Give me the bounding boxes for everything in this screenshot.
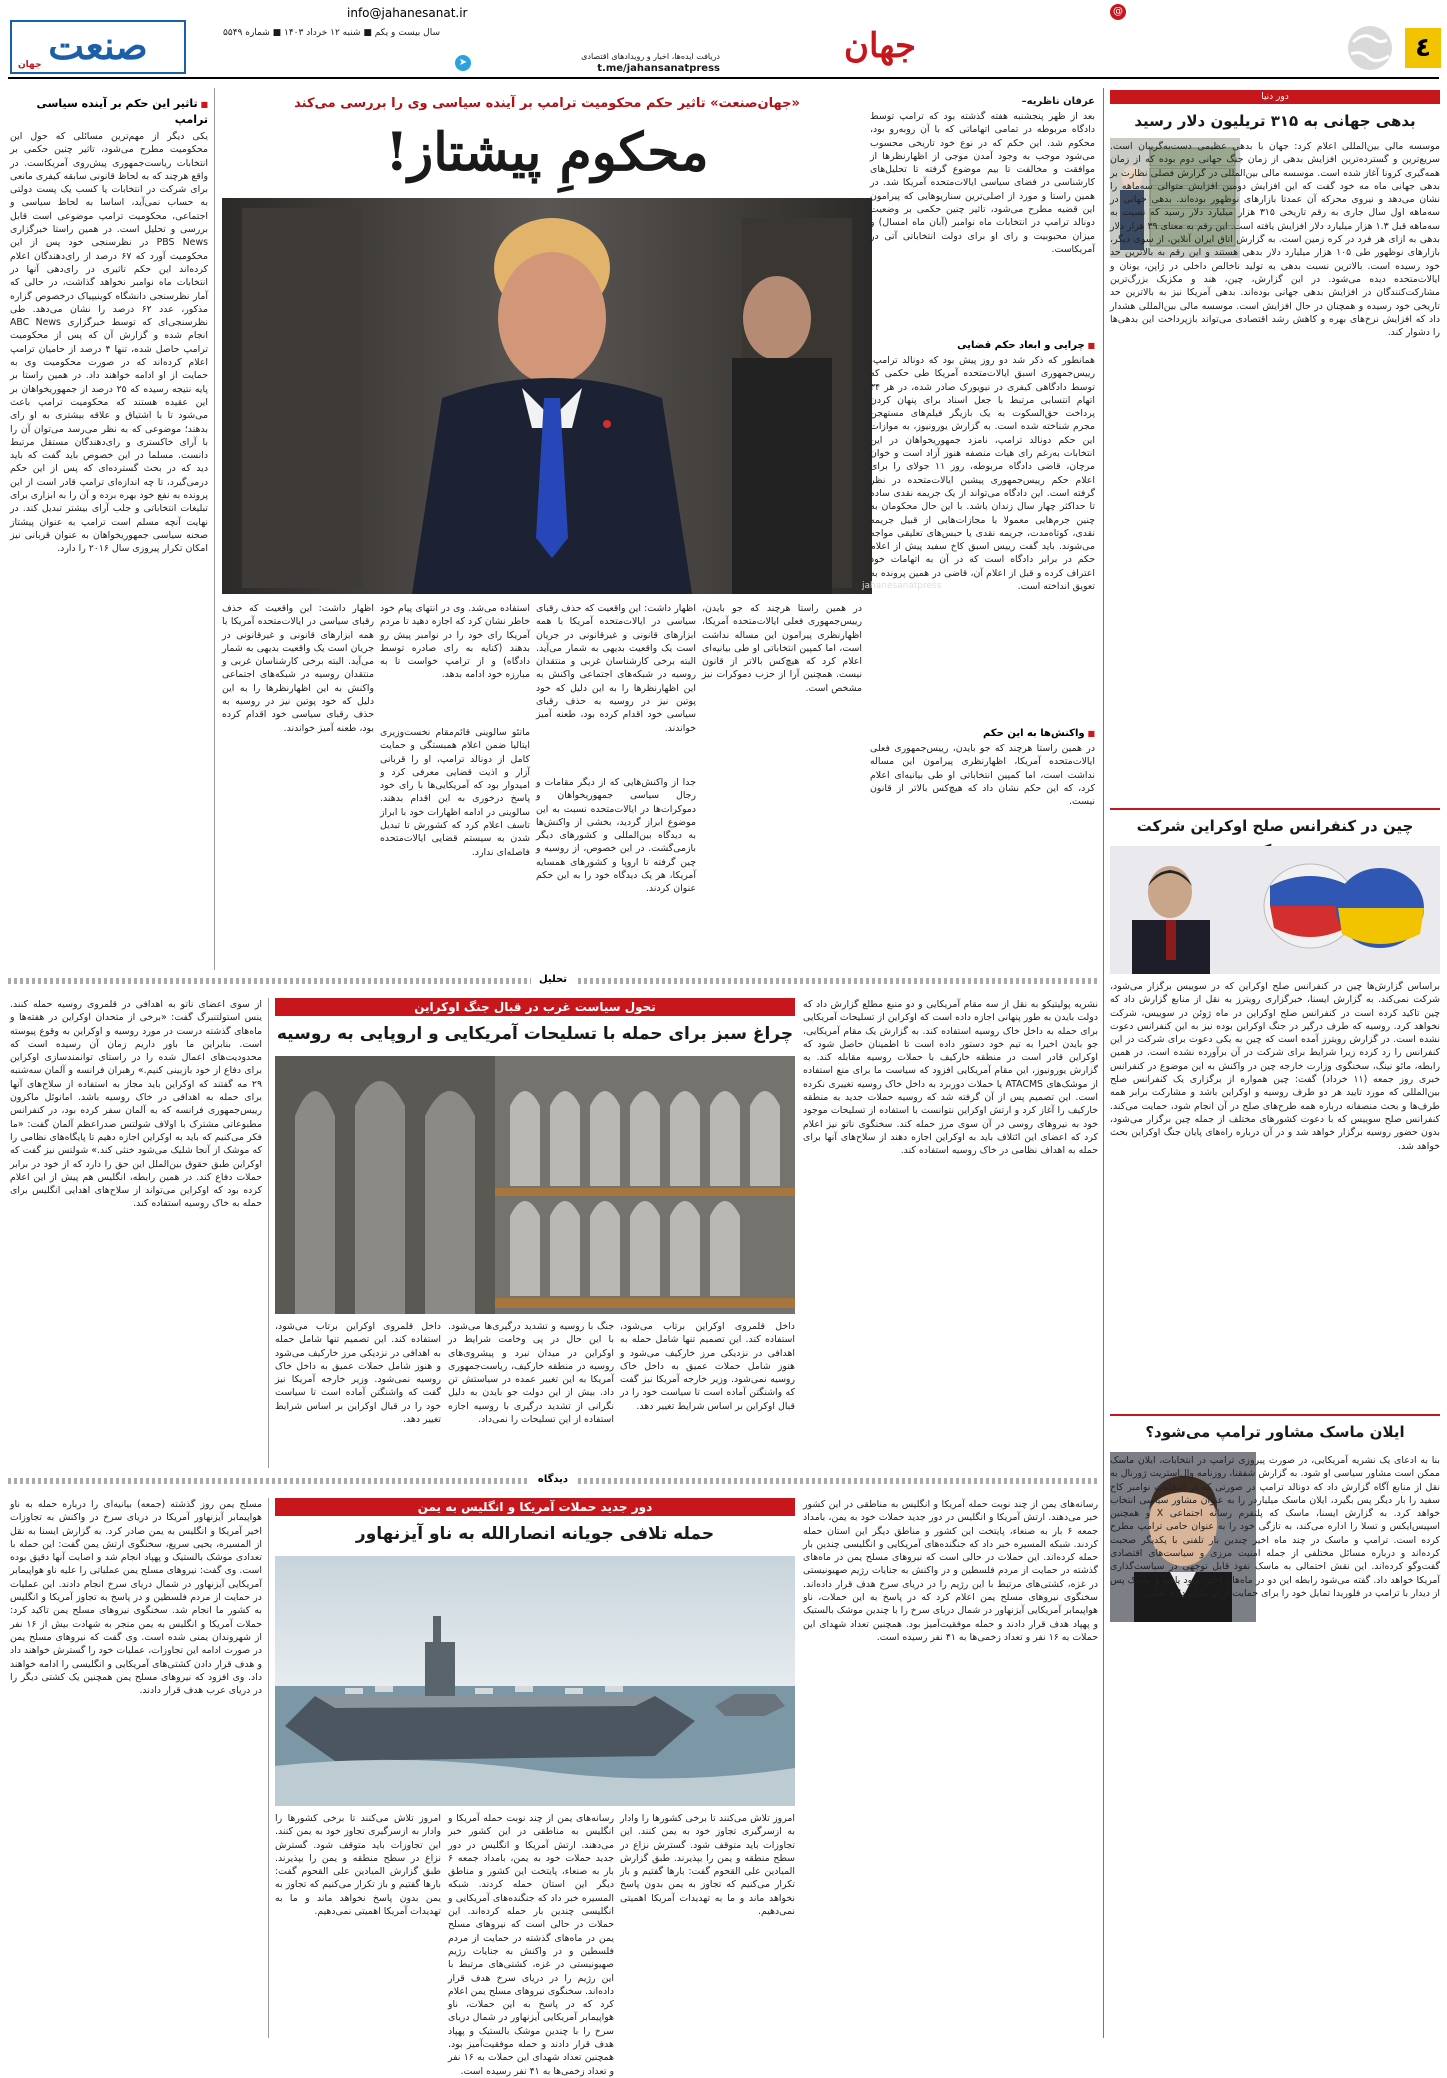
- china-article: براساس گزارش‌ها چین در کنفرانس صلح اوکراین که در سوییس برگزار می‌شود، شرکت نمی‌کند. به گزارش ایسنا، خبرگزاری رویترز به نقل از منابع گزارش داد که چین تاکید کرده است در کنفرانس صلح اوکراین در ماه ژوئن در سوییس، شرکت نخواهد کرد. روسیه که طرف درگیر در جنگ اوکراین بوده نیز به این کنفرانس دعوت نشده است. در گزارش رویترز آمده است که چین به یکی دعوت برای شرکت در این کنفرانس را رد کرده زیرا شرایط برای شرکت در آن برآورده نشده است. در همین رابطه، مائو نینگ، سخنگوی وزارت خارجه چین در واکنش به این موضوع در کنفرانس خبری روز جمعه (۱۱ خرداد) گفت: چین همواره از برگزاری یک کنفرانس صلح بین‌المللی که مورد تایید هر دو طرف روسیه و اوکراین باشد و مشارکت برابر همه طرف‌ها و بحث منصفانه درباره همه طرح‌های صلح در آن انجام شود، حمایت می‌کند. کنفرانس صلح سوییس که با دعوت کشورهای مختلف از جمله چین برگزار می‌شود، بدون حضور روسیه برگزار خواهد شد و در آن درباره راه‌های پایان جنگ اوکراین بحث خواهد شد.: [1110, 981, 1440, 1152]
- main-col-2b: جدا از واکنش‌هایی که از دیگر مقامات و رجال سیاسی جمهوریخواهان و دموکرات‌ها در ایالات‌متحده نسبت به این موضوع ابراز گردید، بخشی از واکنش‌ها به دیدگاه بین‌المللی و کشورهای دیگر بازمی‌گشت. در این خصوص، از روسیه و چین گرفته تا اروپا و کشورهای همسایه آمریکا، هر یک دیدگاه خود را به این حکم عنوان کردند.: [536, 777, 696, 895]
- ukraine-col-d: داخل قلمروی اوکراین برتاب می‌شود، استفاده کند. این تصمیم تنها شامل حمله به اهدافی در نزدیکی مرز خارکیف می‌شود و هنوز شامل حملات عمیق به داخل خاک روسیه نمی‌شود. وزیر خارجه آمریکا نیز گفت که واشنگتن آماده است تا سیاست خود را در قبال اوکراین بر اساس شرایط تغییر دهد.: [275, 1321, 441, 1426]
- telegram-link[interactable]: t.me/jahansanatpress: [597, 63, 720, 74]
- main-col-1: بعد از ظهر پنجشنبه هفته گذشته بود که ترامپ توسط دادگاه مربوطه در تمامی اتهاماتی که با آن روبه‌رو بود، محکوم شد. این حکم که در نوع خود تاریخی محسوب می‌شود موجب به وجود آمدن موجی از اظهارنظرها از موافقت و مخالفت تا بیم موضوع گرفته تا تحلیل‌های کارشناسی در فضای سیاسی ایالات‌متحده آمریکا شد. در همین راستا و مورد از اصلی‌ترین سناریوهایی که پیرامون این قضیه مطرح می‌شود، تاثیر چنین حکمی بر وضعیت دونالد ترامپ در انتخابات ماه نوامبر (آبان ماه امسال) و میزان محبوبیت و رای او برای دولت انتخاباتی آتی در آمریکاست.: [870, 111, 1095, 255]
- main-photo-trump: [222, 198, 942, 594]
- ukraine-photo-shells: [275, 1056, 795, 1314]
- main-kicker: «جهان‌صنعت» تاثیر حکم محکومیت ترامپ بر آینده سیاسی وی را بررسی می‌کند: [294, 96, 800, 111]
- main-headline: محکومِ پیشتاز!: [385, 122, 709, 183]
- analysis-label: تحلیل: [531, 974, 575, 985]
- side-section-tag: دور دنیا: [1110, 90, 1440, 104]
- yemen-col-d: امروز تلاش می‌کنند تا برخی کشورها را وادار به ازسرگیری تجاوز خود به یمن کنند. این تجاوزات باید متوقف شود. گسترش نزاع در سطح منطقه و یمن را بپذیرند. طبق گزارش المیادین علی القحوم گفت: بارها گفتیم و باز تکرار می‌کنیم که تجاوز به یمن بدون پاسخ نخواهد ماند و ما به تهدیدات آمریکا اهمیتی نمی‌دهیم.: [275, 1813, 441, 1918]
- ukraine-right-text: از سوی اعضای ناتو به اهدافی در قلمروی روسیه حمله کنند. ینس استولتنبرگ گفت: «برخی از متحدان اوکراین در هفته‌ها و ماه‌های گذشته درست در مورد روسیه و اوکراین به وقوع پیوسته است. بنابراین ما باور داریم زمان آن رسیده است که محدودیت‌های اعمال شده را در راستای توانمندسازی اوکراین برای دفاع از خود بازبینی کنیم.» رهبران فرانسه و آلمان سه‌شنبه ۲۹ مه گفتند که اوکراین باید مجاز به استفاده از سلاح‌های آنها برای حمله به اهدافی در خاک روسیه باشد. امانوئل ماکرون رییس‌جمهوری فرانسه که به آلمان سفر کرده بود، در کنفرانس مطبوعاتی مشترک با اولاف شولتس صدراعظم آلمان گفت: «ما فکر می‌کنیم که باید به اوکراین اجازه دهیم تا پایگاه‌های نظامی را که موشک از آنجا شلیک می‌شود خنثی کند.» شولتس نیز گفت که اوکراین طبق حقوق بین‌الملل این حق را دارد که از خود در برابر حملات دفاع کند. در همین رابطه، انگلیس هم پیش از این اعلام کرده بود که اوکراین می‌تواند از سلاح‌های اهدایی انگلیس برای حمله به خاک روسیه استفاده کند.: [10, 999, 262, 1210]
- ukraine-col-b: جنگ با روسیه و تشدید درگیری‌ها می‌شود. با این حال در پی وخامت شرایط در اوکراین در میدان نبرد و پیشروی‌های روسیه در منطقه خارکیف، ریاست‌جمهوری آمریکا به این تغییر عمده در سیاستش تن داد. بیش از این دولت جو بایدن به دلیل نگرانی از تشدید درگیری با روسیه اجازه استفاده از این تسلیحات را نمی‌داد.: [448, 1321, 614, 1426]
- viewpoint-label: دیدگاه: [530, 1474, 576, 1485]
- header-rule: [8, 77, 1439, 79]
- main-col-1c: در همین راستا هرچند که جو بایدن، رییس‌جمهوری فعلی ایالات‌متحده آمریکا، اظهارنظری پیرامون این مساله نداشت است، اما کمپین انتخاباتی او طی بیانیه‌ای اعلام کرد، که این حکم نشان داد که هیچ‌کس بالاتر از قانون نیست.: [870, 743, 1095, 808]
- globe-icon: [1343, 24, 1397, 72]
- logo-text: صنعت: [48, 23, 148, 68]
- musk-headline: ایلان ماسک مشاور ترامپ می‌شود؟: [1145, 1423, 1405, 1441]
- yemen-right-text: مسلح یمن روز گذشته (جمعه) بیانیه‌ای را درباره حمله به ناو هواپیمابر آیزنهاور آمریکا در دریای سرخ در واکنش به تجاوزات اخیر آمریکا و انگلیس به یمن صادر کرد. به گزارش ایسنا به نقل از المسیره، یحیی سریع، سخنگوی ارتش یمن گفت: این حمله با تعدادی موشک بالستیک و پهپاد انجام شد و اصابت آنها دقیق بوده است. وی گفت: نیروهای مسلح یمن عملیاتی را علیه ناو هواپیمابر آمریکایی آیزنهاور در شمال دریای سرخ انجام دادند. این عملیات در حمایت از مردم فلسطین و در پاسخ به تجاوز آمریکا و انگلیس به کشور ما انجام شد. سخنگوی نیروهای مسلح یمن تاکید کرد: حملات آمریکا و انگلیس به یمن منجر به شهادت بیش از ۱۶ نفر از شهروندان یمنی شده است. وی گفت که نیروهای مسلح یمن در صورت ادامه این تجاوزات، عملیات خود را گسترش خواهند داد و هدف قرار دادن کشتی‌های آمریکایی و انگلیسی را ادامه خواهند داد. وی افزود که نیروهای مسلح یمن همچنین یک کشتی دیگر را در دریای عرب هدف قرار دادند.: [10, 1499, 262, 1697]
- yemen-headline: حمله تلافی جویانه انصارالله به ناو آیزنهاور: [355, 1524, 715, 1544]
- ukraine-col-c: داخل قلمروی اوکراین برتاب می‌شود، استفاده کند. این تصمیم تنها شامل حمله به اهدافی در نزدیکی مرز خارکیف می‌شود و هنوز شامل حملات عمیق به داخل خاک روسیه نمی‌شود. وزیر خارجه آمریکا نیز گفت که واشنگتن آماده است تا سیاست خود را در قبال اوکراین بر اساس شرایط تغییر دهد.: [620, 1321, 795, 1412]
- china-photo: [1110, 846, 1440, 974]
- separator-analysis: [8, 974, 1098, 985]
- main-col-1b: همانطور که ذکر شد دو روز پیش بود که دونالد ترامپ، رییس‌جمهوری اسبق ایالات‌متحده آمریکا طی حکمی که توسط دادگاهی کیفری در نیویورک صادر شده، در هر ۳۴ اتهام انتسابی مرتبط با جعل اسناد برای پنهان کردن پرداخت حق‌السکوت به یک بازیگر فیلم‌های مستهجن مجرم شناخته شده است. به گزارش یورونیوز، به موازات این حکم دونالد ترامپ، نامزد جمهوریخواهان در این انتخابات به‌رغم رای هیات منصفه هنوز آزاد است و خوان مرچان، قاضی دادگاه مربوطه، روز ۱۱ جولای را برای اعلام حکم رییس‌جمهوری پیشین ایالات‌متحده در نظر گرفته است. این دادگاه می‌تواند از یک جریمه نقدی ساده تا حداکثر چهار سال زندان باشد. با این حال محکومان به چنین جرم‌هایی معمولا با مجازات‌هایی از قبیل جریمه نقدی، کوتاه‌مدت، جریمه نقدی یا حبس‌های تعلیقی مواجه می‌شوند. باید گفت رییس اسبق کاخ سفید پیش از اعلام حکم در برابر دادگاه است که در آن به اتهامات خود اعتراف کرده و قبل از اعلام آن، قاضی در همین پرونده به تعویق انداخته است.: [870, 355, 1095, 593]
- column-divider-ukraine: [268, 998, 269, 1468]
- main-right-col-title: ■ تاثیر این حکم بر آینده سیاسی ترامپ: [10, 96, 208, 127]
- main-col-4: در همین راستا هرچند که جو بایدن، رییس‌جمهوری فعلی ایالات‌متحده آمریکا، اظهارنظری پیرامون این مساله نداشت است، اما کمپین انتخاباتی او طی بیانیه‌ای اعلام کرد که هیچ‌کس بالاتر از قانون نیست. همچنین آرا از حزب دموکرات نیز مشخص است.: [702, 603, 862, 694]
- telegram-line1: دریافت ایده‌ها، اخبار و رویدادهای اقتصادی: [581, 52, 720, 61]
- main-col-2: اظهار داشت: این واقعیت که حذف رقبای سیاسی در ایالات‌متحده آمریکا با همه ابزارهای قانونی و غیرقانونی در جریان است یک واقعیت بدیهی به شمار می‌آید. البته برخی کارشناسان غربی و منتقدان روسیه در شبکه‌های اجتماعی واکنش به این اظهارنظرها را به این دلیل که خود پوتین نیز در روسیه به حذف رقبای سیاسی خود اقدام کرده بود، طعنه آمیز خواندند.: [536, 603, 696, 734]
- main-sub-2: ■ واکنش‌ها به این حکم: [870, 728, 1095, 739]
- main-byline: عرفان ناظریه–: [1021, 96, 1095, 107]
- page-number: ٤: [1405, 28, 1441, 68]
- column-divider: [1103, 88, 1104, 2038]
- section-title: جهان: [843, 26, 917, 66]
- ukraine-headline: چراغ سبز برای حمله با تسلیحات آمریکایی و اروپایی به روسیه: [276, 1024, 794, 1044]
- yemen-photo-carrier: [275, 1556, 795, 1806]
- main-sub-1: ■ چرایی و ابعاد حکم قضایی: [870, 340, 1095, 351]
- ukraine-col-a: نشریه پولیتیکو به نقل از سه مقام آمریکایی و دو منبع مطلع گزارش داد که دولت بایدن به طور پنهانی اجازه داده است که اوکراین از تسلیحات آمریکایی برای حمله به داخل خاک روسیه استفاده کند. به گزارش یک مقام آمریکایی، جو بایدن اخیرا به تیم خود دستور داده است تا اطمینان حاصل شود که اوکراین قادر است در منطقه خارکیف با حملات روسیه مقابله کند. به گزارش یورونیوز، این مقام آمریکایی افزود که سیاست ما برای منع استفاده از موشک‌های ATACMS یا حملات دوربرد به داخل خاک روسیه تغییری نکرده است. این تصمیم پس از آن گرفته شد که روسیه حملات جدید به منطقه خارکیف را آغاز کرد و ارتش اوکراین نتوانست با استفاده از تسلیحات موجود خود به نیروهای روسی در آن سوی مرز حمله کند. سخنگوی ناتو نیز اعلام کرد که اعضای این ائتلاف باید به اوکراین اجازه دهند از سلاح‌های آنها برای حمله به اهداف نظامی در خاک روسیه استفاده کند.: [803, 999, 1099, 1157]
- main-right-col: یکی دیگر از مهم‌ترین مسائلی که حول این محکومیت مطرح می‌شود، تاثیر چنین حکمی بر انتخابات ریاست‌جمهوری پیش‌روی آمریکاست. در واقع هرچند که به لحاظ قانونی سابقه کیفری مانعی برای شرکت در انتخابات یا کسب یک پست دولتی به حساب نمی‌آید، اساسا به لحاظ سیاسی و اجتماعی، محکومیت ترامپ موضوعی است قابل بررسی و تحلیل است. در همین راستا خبرگزاری PBS News در نظرسنجی خود پس از این محکومیت آورد که ۶۷ درصد از رای‌دهندگان اعلام کرده‌اند این حکم تاثیری در رای‌دهی آنها در انتخابات ماه نوامبر نخواهد گذاشت، در حالی که آمار نظرسنجی دانشگاه کوینیپیاک درخصوص گزاره مذکور، عدد ۶۲ درصد را نشان می‌دهد. طی نظرسنجی‌ای که توسط خبرگزاری ABC News انجام شده و گزارش آن که پس از محکومیت ترامپ حاصل شده، تنها ۴ درصد از حامیان ترامپ اعلام کرده‌اند که در صورت محکومیت وی به حمایت از او ادامه خواهند داد. در همین راستا بر پایه نتیجه رسیده که ۲۵ درصد از جمهوریخواهان بر این عقیده هستند که محکومیت ترامپ باعث می‌شود تا با اشتیاق و علاقه بیشتری به او رای بدهند؛ موضوعی که به نظر می‌رسد می‌توان آن را با آرای خاکستری و رای‌دهندگان مستقل مرتبط دانست. مسلما در این خصوص باید گفت که باید دید که در بحث گسترده‌ای که پس از این حکم درمی‌گیرد، تا چه اندازه‌ای ترامپ قادر است از این پرونده به نفع خود بهره برده و آن را به ابزاری برای تبلیغات انتخاباتی و جلب آرای بیشتر تبدیل کند. در نهایت آنچه مسلم است ترامپ به عنوان پیشتاز صحنه سیاسی جمهوریخواهان به عنوان قربانی نیز امکان تکرار پیروزی سال ۲۰۱۶ را دارد.: [10, 131, 209, 555]
- svg-text:jahanesanatpress: jahanesanatpress: [862, 581, 942, 591]
- column-divider-yemen: [268, 1498, 269, 2038]
- musk-article: بنا به ادعای یک نشریه آمریکایی، در صورت پیروزی ترامپ در انتخابات، ایلان ماسک ممکن است مشاور سیاسی او شود. به گزارش شفقنا، روزنامه وال‌استریت ژورنال به نقل از منابع آگاه گزارش داد که دونالد ترامپ در صورتی که در انتخابات نوامبر کاخ سفید را بار دیگر پس بگیرد، ایلان ماسک میلیاردر را به عنوان مشاور سیاسی انتخاب خواهد کرد. به گزارش ایسنا، ماسک که پلتفرم رسانه اجتماعی X و همچنین اسپیس‌ایکس و تسلا را اداره می‌کند، به تازگی خود را به عنوان حامی ترامپ مطرح کرده است. ترامپ و ماسک در چند ماه اخیر چندین بار تلفنی با یکدیگر صحبت کرده‌اند و درباره مسائل مختلفی از جمله امنیت مرزی و سیاست‌های اقتصادی گفت‌وگو کرده‌اند. این نقش احتمالی به ماسک نفوذ قابل توجهی در سیاست‌گذاری آمریکا خواهد داد. گفته می‌شود رابطه این دو در ماه‌های اخیر بهبود یافته و ماسک پس از دیدار با ترامپ در فلوریدا تمایل خود را برای حمایت از او نشان داده است.: [1110, 1455, 1441, 1599]
- main-col-3: استفاده می‌شد. وی در انتهای پیام خود خاطر نشان کرد که اجازه دهید تا مردم آمریکا رای خود را در نوامبر پیش رو بدهند (کنایه به رای صادره توسط دادگاه) و از ترامپ خواست تا به مبارزه خود ادامه بدهد.: [380, 603, 530, 681]
- debt-article: موسسه مالی بین‌المللی اعلام کرد: جهان با بدهی عظیمی دست‌به‌گریبان است. سریع‌ترین و گسترده‌ترین افزایش بدهی از زمان جنگ جهانی دوم بوده که از زمان همه‌گیری کرونا آغاز شده است. موسسه مالی بین‌المللی در گزارش فصلی نظارت بر بدهی جهانی ماه مه خود گفت که این افزایش دومین افزایش متوالی سه‌ماهه را نشان می‌دهد و نیروی محرکه آن عمدتا بازارهای نوظهور بوده‌اند. بدهی جهانی در سه‌ماهه اول سال جاری به رقم تاریخی ۳۱۵ هزار میلیارد دلار رسید که نسبت به سه‌ماهه قبل ۱.۳ هزار میلیارد دلار افزایش یافته است. این رقم به معنای ۳۹ هزار دلار بدهی به ازای هر فرد در کره زمین است. به گزارش اتاق ایران آنلاین، از سوی دیگر، بازارهای نوظهور طی ۱۰۵ هزار میلیارد دلار بدهی هستند و این رقم به بالاترین حد خود رسیده است. بالاترین نسبت بدهی به تولید ناخالص داخلی در ژاپن، یونان و ایالات‌متحده دیده می‌شود. در این گزارش، چین، هند و مکزیک بزرگ‌ترین مشارکت‌کنندگان در افزایش بدهی جهانی بوده‌اند. بدهی آمریکا نیز به بالاترین حد تاریخی خود رسیده و همچنان در حال افزایش است. موسسه مالی بین‌المللی هشدار داد که افزایش نرخ‌های بهره و کاهش رشد اقتصادی می‌تواند بازپرداخت این بدهی‌ها را دشوار کند.: [1110, 141, 1440, 339]
- telegram-icon: ➤: [455, 55, 471, 71]
- rule-china: [1110, 808, 1440, 810]
- main-col-3b: ماتئو سالوینی قائم‌مقام نخست‌وزیری ایتالیا ضمن اعلام همبستگی و حمایت کامل از دونالد ترامپ، او را قربانی آزار و اذیت قضایی معرفی کرد و امیدوار بود که آمریکایی‌ها با رای خود پاسخ درخوری به این اقدام بدهند. سالوینی در ادامه اظهارات خود با ابراز تاسف اعلام کرد که کشورش تا تبدیل شدن به سیستم قضایی ایالات‌متحده فاصله‌ای ندارد.: [380, 727, 530, 858]
- yemen-col-b: امروز تلاش می‌کنند تا برخی کشورها را وادار به ازسرگیری تجاوز خود به یمن کنند. این تجاوزات باید متوقف شود. گسترش نزاع در سطح منطقه و یمن را بپذیرند. طبق گزارش المیادین علی القحوم گفت: بارها گفتیم و باز تکرار می‌کنیم که تجاوز به یمن بدون پاسخ نخواهد ماند و ما به تهدیدات آمریکا اهمیتی نمی‌دهیم.: [620, 1813, 795, 1918]
- yemen-kicker: دور جدید حملات آمریکا و انگلیس به یمن: [275, 1498, 795, 1516]
- yemen-col-a: رسانه‌های یمن از چند نوبت حمله آمریکا و انگلیس به مناطقی در این کشور خبر می‌دهند. ارتش آمریکا و انگلیس در دور جدید حملات خود به یمن، بامداد جمعه ۶ بار به صنعاء، پایتخت این کشور و مناطق دیگر این استان حمله کردند. شبکه المسیره خبر داد که جنگنده‌های آمریکایی و انگلیسی چندین بار حمله کرده‌اند. این حملات در حالی است که نیروهای مسلح یمن در ماه‌های گذشته در حمایت از مردم فلسطین و در واکنش به جنایات رژیم صهیونیستی در غزه، کشتی‌های مرتبط با این رژیم را در دریای سرخ هدف قرار داده‌اند. سخنگوی نیروهای مسلح یمن اعلام کرد که در پاسخ به این حملات، ناو هواپیمابر آمریکایی آیزنهاور در شمال دریای سرخ را با چندین موشک بالستیک و پهپاد هدف قرار دادند و حمله موفقیت‌آمیز بود. همچنین تعداد شهدای این حملات به ۱۶ نفر و تعداد زخمی‌ها به ۴۱ نفر رسیده است.: [803, 1499, 1099, 1643]
- page-header: ٤ info@jahanesanat.ir @ جهان دریافت ایده‌ها، اخبار و رویدادهای اقتصادی t.me/jahansanatpress ➤ سال بیست و یکم ■ شنبه ۱۲ خرداد ۱۴۰۳ ■ شماره ۵۵۴۹ صنعت جهان: [0, 0, 1447, 78]
- logo-sub: جهان: [18, 60, 42, 70]
- china-headline: چین در کنفرانس صلح اوکراین شرکت: [1136, 817, 1414, 835]
- separator-viewpoint: [8, 1474, 1098, 1485]
- rule-musk: [1110, 1414, 1440, 1416]
- debt-headline: بدهی جهانی به ۳۱۵ تریلیون دلار رسید: [1134, 112, 1416, 130]
- yemen-col-c: رسانه‌های یمن از چند نوبت حمله آمریکا و انگلیس به مناطقی در این کشور خبر می‌دهند. ارتش آمریکا و انگلیس در دور جدید حملات خود به یمن، بامداد جمعه ۶ بار به صنعاء، پایتخت این کشور و مناطق دیگر این استان حمله کردند. شبکه المسیره خبر داد که جنگنده‌های آمریکایی و انگلیسی چندین بار حمله کرده‌اند. این حملات در حالی است که نیروهای مسلح یمن در ماه‌های گذشته در حمایت از مردم فلسطین و در واکنش به جنایات رژیم صهیونیستی در غزه، کشتی‌های مرتبط با این رژیم را در دریای سرخ هدف قرار داده‌اند. سخنگوی نیروهای مسلح یمن اعلام کرد که در پاسخ به این حملات، ناو هواپیمابر آمریکایی آیزنهاور در شمال دریای سرخ را با چندین موشک بالستیک و پهپاد هدف قرار دادند و حمله موفقیت‌آمیز بود. همچنین تعداد شهدای این حملات به ۱۶ نفر و تعداد زخمی‌ها به ۴۱ نفر رسیده است.: [448, 1813, 614, 2077]
- main-col-5: اظهار داشت: این واقعیت که حذف رقبای سیاسی در ایالات‌متحده آمریکا با همه ابزارهای قانونی و غیرقانونی در جریان است یک واقعیت بدیهی به شمار می‌آید. البته برخی کارشناسان غربی و منتقدان روسیه در شبکه‌های اجتماعی واکنش به این اظهارنظرها را به این دلیل که خود پوتین نیز در روسیه به حذف رقبای سیاسی خود اقدام کرده بود، طعنه آمیز خواندند.: [222, 603, 374, 734]
- issue-info: سال بیست و یکم ■ شنبه ۱۲ خرداد ۱۴۰۳ ■ شماره ۵۵۴۹: [223, 28, 440, 38]
- mail-icon: @: [1110, 4, 1126, 20]
- ukraine-kicker: تحول سیاست غرب در قبال جنگ اوکراین: [275, 998, 795, 1016]
- column-divider-main: [214, 88, 215, 970]
- newspaper-logo: [10, 20, 186, 74]
